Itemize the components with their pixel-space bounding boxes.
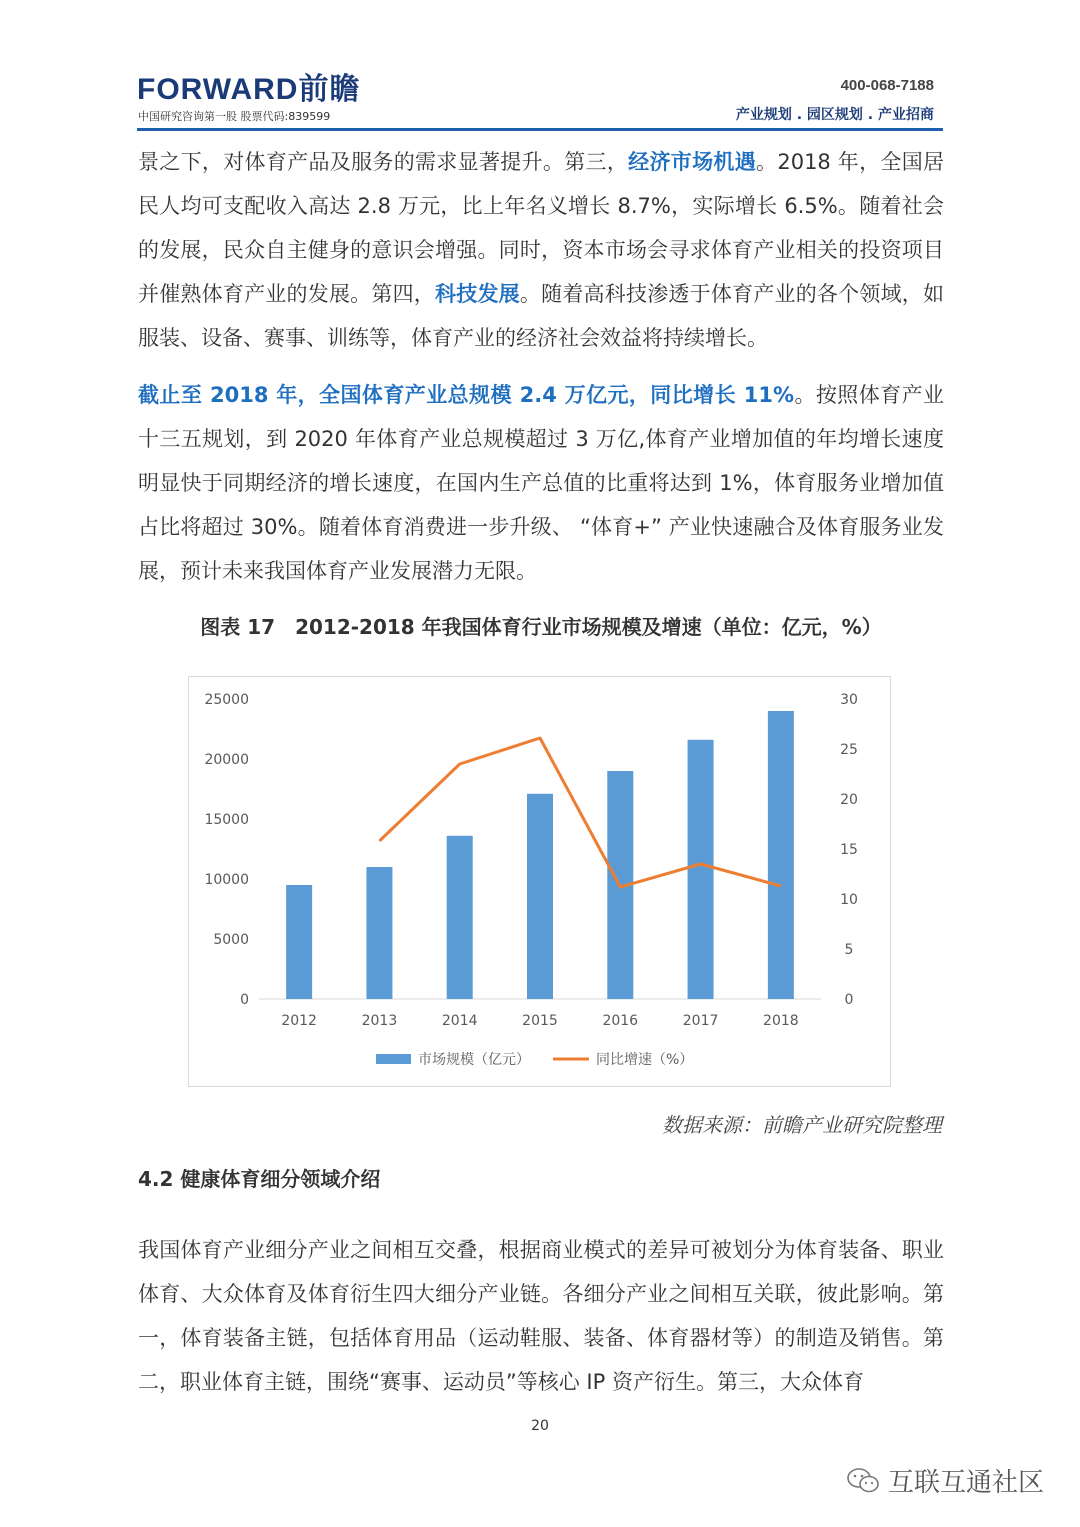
para1-text-1: 景之下，对体育产品及服务的需求显著提升。第三，	[138, 150, 629, 174]
company-logo	[137, 74, 360, 106]
section-heading: 4.2 健康体育细分领域介绍	[138, 1167, 381, 1191]
y-right-tick-label: 10	[840, 892, 858, 908]
body-paragraph-3: 我国体育产业细分产业之间相互交叠，根据商业模式的差异可被划分为体育装备、职业体育、大众体育及体育衍生四大细分产业链。各细分产业之间相互关联，彼此影响。第一，体育装备主链，包括体育用品（运动鞋服、装备、体育器材等）的制造及销售。第二，职业体育主链，围绕“赛事、运动员”等核心 IP 资产衍生。第三，大众体育	[138, 1238, 944, 1394]
para2-text: 。按照体育产业十三五规划，到 2020 年体育产业总规模超过 3 万亿,体育产业增加值的年均增长速度明显快于同期经济的增长速度，在国内生产总值的比重将达到 1%，体育服务业增加值占比将超过 30%。随着体育消费进一步升级、 “体育+” 产业快速融合及体育服务业发展，预计未来我国体育产业发展潜力无限。	[138, 383, 945, 583]
legend-line-label: 同比增速（%）	[596, 1052, 694, 1068]
x-tick-label: 2016	[602, 1013, 639, 1029]
chart-frame	[188, 676, 891, 1087]
y-left-tick-label: 5000	[213, 932, 249, 948]
contact-phone: 400-068-7188	[840, 77, 934, 94]
combo-chart	[189, 677, 890, 1086]
bar	[688, 740, 714, 999]
y-left-tick-label: 10000	[204, 872, 249, 888]
x-tick-label: 2012	[281, 1013, 317, 1029]
bar	[447, 836, 473, 999]
bar	[768, 711, 794, 999]
bar	[527, 794, 553, 999]
x-tick-label: 2015	[522, 1013, 558, 1029]
services-line: 产业规划 . 园区规划 . 产业招商	[735, 107, 934, 123]
x-tick-label: 2013	[361, 1013, 398, 1029]
body-paragraph-2	[138, 373, 944, 593]
legend-bar-swatch	[376, 1054, 411, 1064]
x-tick-label: 2017	[682, 1013, 719, 1029]
logo-text: FORWARD前瞻	[137, 73, 361, 106]
para1-text-3: 。随着高科技渗透于体育产业的各个领域，如服装、设备、赛事、训练等，体育产业的经济社会效益将持续增长。	[138, 282, 945, 350]
header-divider	[137, 128, 943, 131]
y-left-tick-label: 15000	[204, 812, 249, 828]
x-tick-label: 2018	[763, 1013, 799, 1029]
y-left-tick-label: 25000	[204, 692, 249, 708]
para1-highlight-1: 经济市场机遇	[628, 150, 757, 174]
watermark	[846, 1462, 1044, 1499]
y-right-tick-label: 5	[844, 942, 854, 958]
legend-bar-label: 市场规模（亿元）	[418, 1052, 530, 1068]
y-left-tick-label: 0	[240, 992, 249, 1008]
figure-title: 图表 17 2012-2018 年我国体育行业市场规模及增速（单位：亿元，%）	[200, 615, 882, 639]
company-tagline: 中国研究咨询第一股 股票代码:839599	[138, 110, 331, 123]
page-number: 20	[531, 1418, 549, 1434]
y-right-tick-label: 0	[844, 992, 854, 1008]
y-right-tick-label: 20	[840, 792, 858, 808]
para2-highlight: 截止至 2018 年，全国体育产业总规模 2.4 万亿元，同比增长 11%	[138, 383, 795, 407]
data-source: 数据来源：前瞻产业研究院整理	[662, 1113, 942, 1137]
watermark-text: 互联互通社区	[887, 1468, 1044, 1498]
wechat-icon	[846, 1467, 880, 1495]
y-right-tick-label: 15	[840, 842, 858, 858]
growth-line	[379, 738, 780, 887]
bar	[366, 867, 392, 999]
y-right-tick-label: 30	[840, 692, 858, 708]
para1-text-2: 。2018 年，全国居民人均可支配收入高达 2.8 万元，比上年名义增长 8.7%，实际增长 6.5%。随着社会的发展，民众自主健身的意识会增强。同时，资本市场会寻求体育产业相关的投资项目并催熟体育产业的发展。第四，	[138, 150, 945, 306]
bar	[286, 885, 312, 999]
para1-highlight-2: 科技发展	[435, 282, 520, 306]
y-right-tick-label: 25	[840, 742, 858, 758]
y-left-tick-label: 20000	[204, 752, 249, 768]
body-paragraph-1	[138, 140, 944, 360]
x-tick-label: 2014	[441, 1013, 478, 1029]
